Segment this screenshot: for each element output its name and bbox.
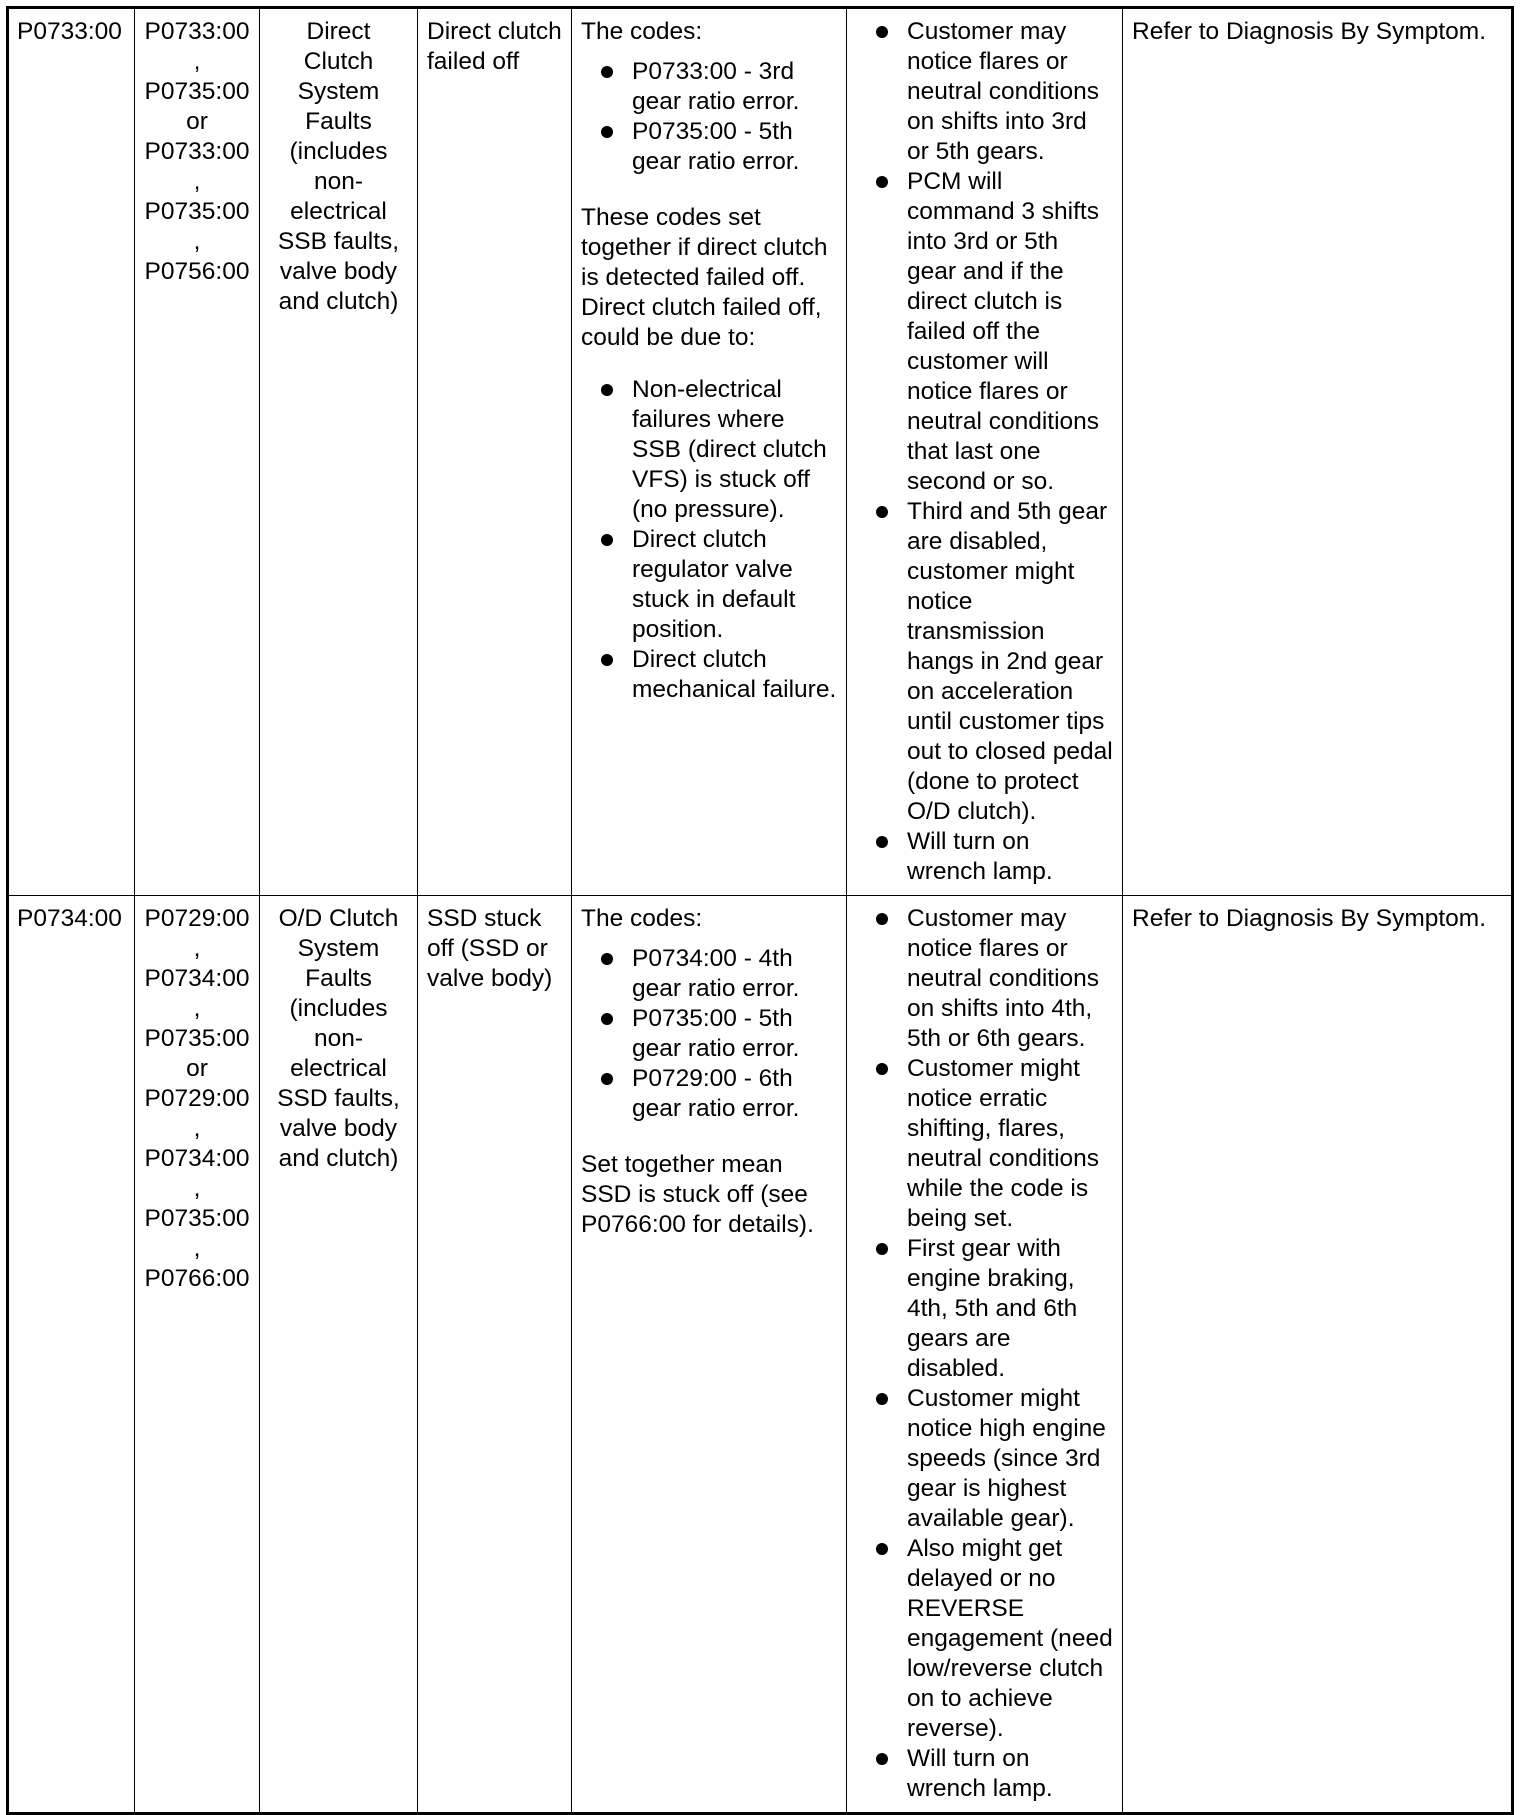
list-item: Direct clutch regulator valve stuck in default position. [581,525,837,645]
table-row [8,8,1513,896]
system-text: and clutch) [278,288,399,315]
system-cell [260,8,418,896]
related-code: P0766:00 [144,1265,250,1292]
list-item: PCM will command 3 shifts into 3rd or 5th gear and if the direct clutch is failed off the customer will notice flares or neutral conditions that last one second or so. [856,167,1113,497]
action-text: Refer to Diagnosis By Symptom. [1132,905,1487,932]
list-item: P0734:00 - 4th gear ratio error. [581,944,837,1004]
related-code: P0734:00, [144,965,250,1022]
system-text: (includes [289,995,388,1022]
related-code: P0735:00, [144,1205,250,1262]
list-item: Customer might notice erratic shifting, flares, neutral conditions while the code is being set. [856,1054,1113,1234]
list-item: Customer may notice flares or neutral conditions on shifts into 4th, 5th or 6th gears. [856,904,1113,1054]
system-text: Faults [305,965,372,992]
description-paragraph: Set together mean SSD is stuck off (see P0766:00 for details). [581,1151,814,1238]
list-item: P0729:00 - 6th gear ratio error. [581,1064,837,1124]
action-cell [1123,896,1513,1814]
related-code: P0729:00, [144,905,250,962]
action-text: Refer to Diagnosis By Symptom. [1132,18,1487,45]
related-code: P0735:00 [144,1025,250,1052]
list-item: Customer may notice flares or neutral conditions on shifts into 3rd or 5th gears. [856,17,1113,167]
system-text: non-electrical [290,1025,387,1082]
dtc-code: P0733:00 [17,18,122,45]
system-text: valve body [279,1115,398,1142]
system-text: Faults [305,108,372,135]
list-item: Non-electrical failures where SSB (direct clutch VFS) is stuck off (no pressure). [581,375,837,525]
list-item: Will turn on wrench lamp. [856,827,1113,887]
related-code: P0733:00, [144,18,250,75]
system-text: and clutch) [278,1145,399,1172]
table-row [8,896,1513,1814]
condition-cell [418,8,572,896]
symptom-list [856,904,1113,1804]
related-code: or [186,1055,208,1082]
system-text: System [297,935,380,962]
cause-list [581,375,837,705]
list-item: P0733:00 - 3rd gear ratio error. [581,57,837,117]
related-code: P0729:00, [144,1085,250,1142]
description-intro: The codes: [581,905,703,932]
related-code: or [186,108,208,135]
list-item: First gear with engine braking, 4th, 5th and 6th gears are disabled. [856,1234,1113,1384]
list-item: Third and 5th gear are disabled, customer might notice transmission hangs in 2nd gear on acceleration until customer tips out to closed pedal (done to protect O/D clutch). [856,497,1113,827]
list-item: Will turn on wrench lamp. [856,1744,1113,1804]
related-code: P0734:00, [144,1145,250,1202]
list-item: Direct clutch mechanical failure. [581,645,837,705]
system-text: Direct Clutch [303,18,374,75]
list-item: Customer might notice high engine speeds (since 3rd gear is highest available gear). [856,1384,1113,1534]
list-item: Also might get delayed or no REVERSE engagement (need low/reverse clutch on to achieve reverse). [856,1534,1113,1744]
system-text: SSD faults, [277,1085,400,1112]
list-item: P0735:00 - 5th gear ratio error. [581,117,837,177]
system-text: O/D Clutch [278,905,399,932]
condition-cell [418,896,572,1814]
related-codes-cell [135,896,260,1814]
description-cell [572,8,847,896]
condition-text: SSD stuck off (SSD or valve body) [427,905,553,992]
system-text: System [297,78,380,105]
system-text: non-electrical [290,168,387,225]
description-intro: The codes: [581,18,703,45]
action-cell [1123,8,1513,896]
related-code: P0735:00, [144,198,250,255]
condition-text: Direct clutch failed off [427,18,562,75]
description-paragraph: Direct clutch failed off, could be due to: [581,294,822,351]
system-text: valve body [279,258,398,285]
description-paragraph: These codes set together if direct clutch is detected failed off. [581,204,828,291]
dtc-code: P0734:00 [17,905,122,932]
related-codes-cell [135,8,260,896]
description-cell [572,896,847,1814]
dtc-code-cell [8,8,135,896]
symptom-list [856,17,1113,887]
code-list [581,57,837,177]
related-code: P0756:00 [144,258,250,285]
system-text: SSB faults, [277,228,400,255]
code-list [581,944,837,1124]
system-cell [260,896,418,1814]
related-code: P0735:00 [144,78,250,105]
dtc-table [6,6,1514,1815]
system-text: (includes [289,138,388,165]
list-item: P0735:00 - 5th gear ratio error. [581,1004,837,1064]
dtc-code-cell [8,896,135,1814]
symptoms-cell [847,8,1123,896]
related-code: P0733:00, [144,138,250,195]
symptoms-cell [847,896,1123,1814]
